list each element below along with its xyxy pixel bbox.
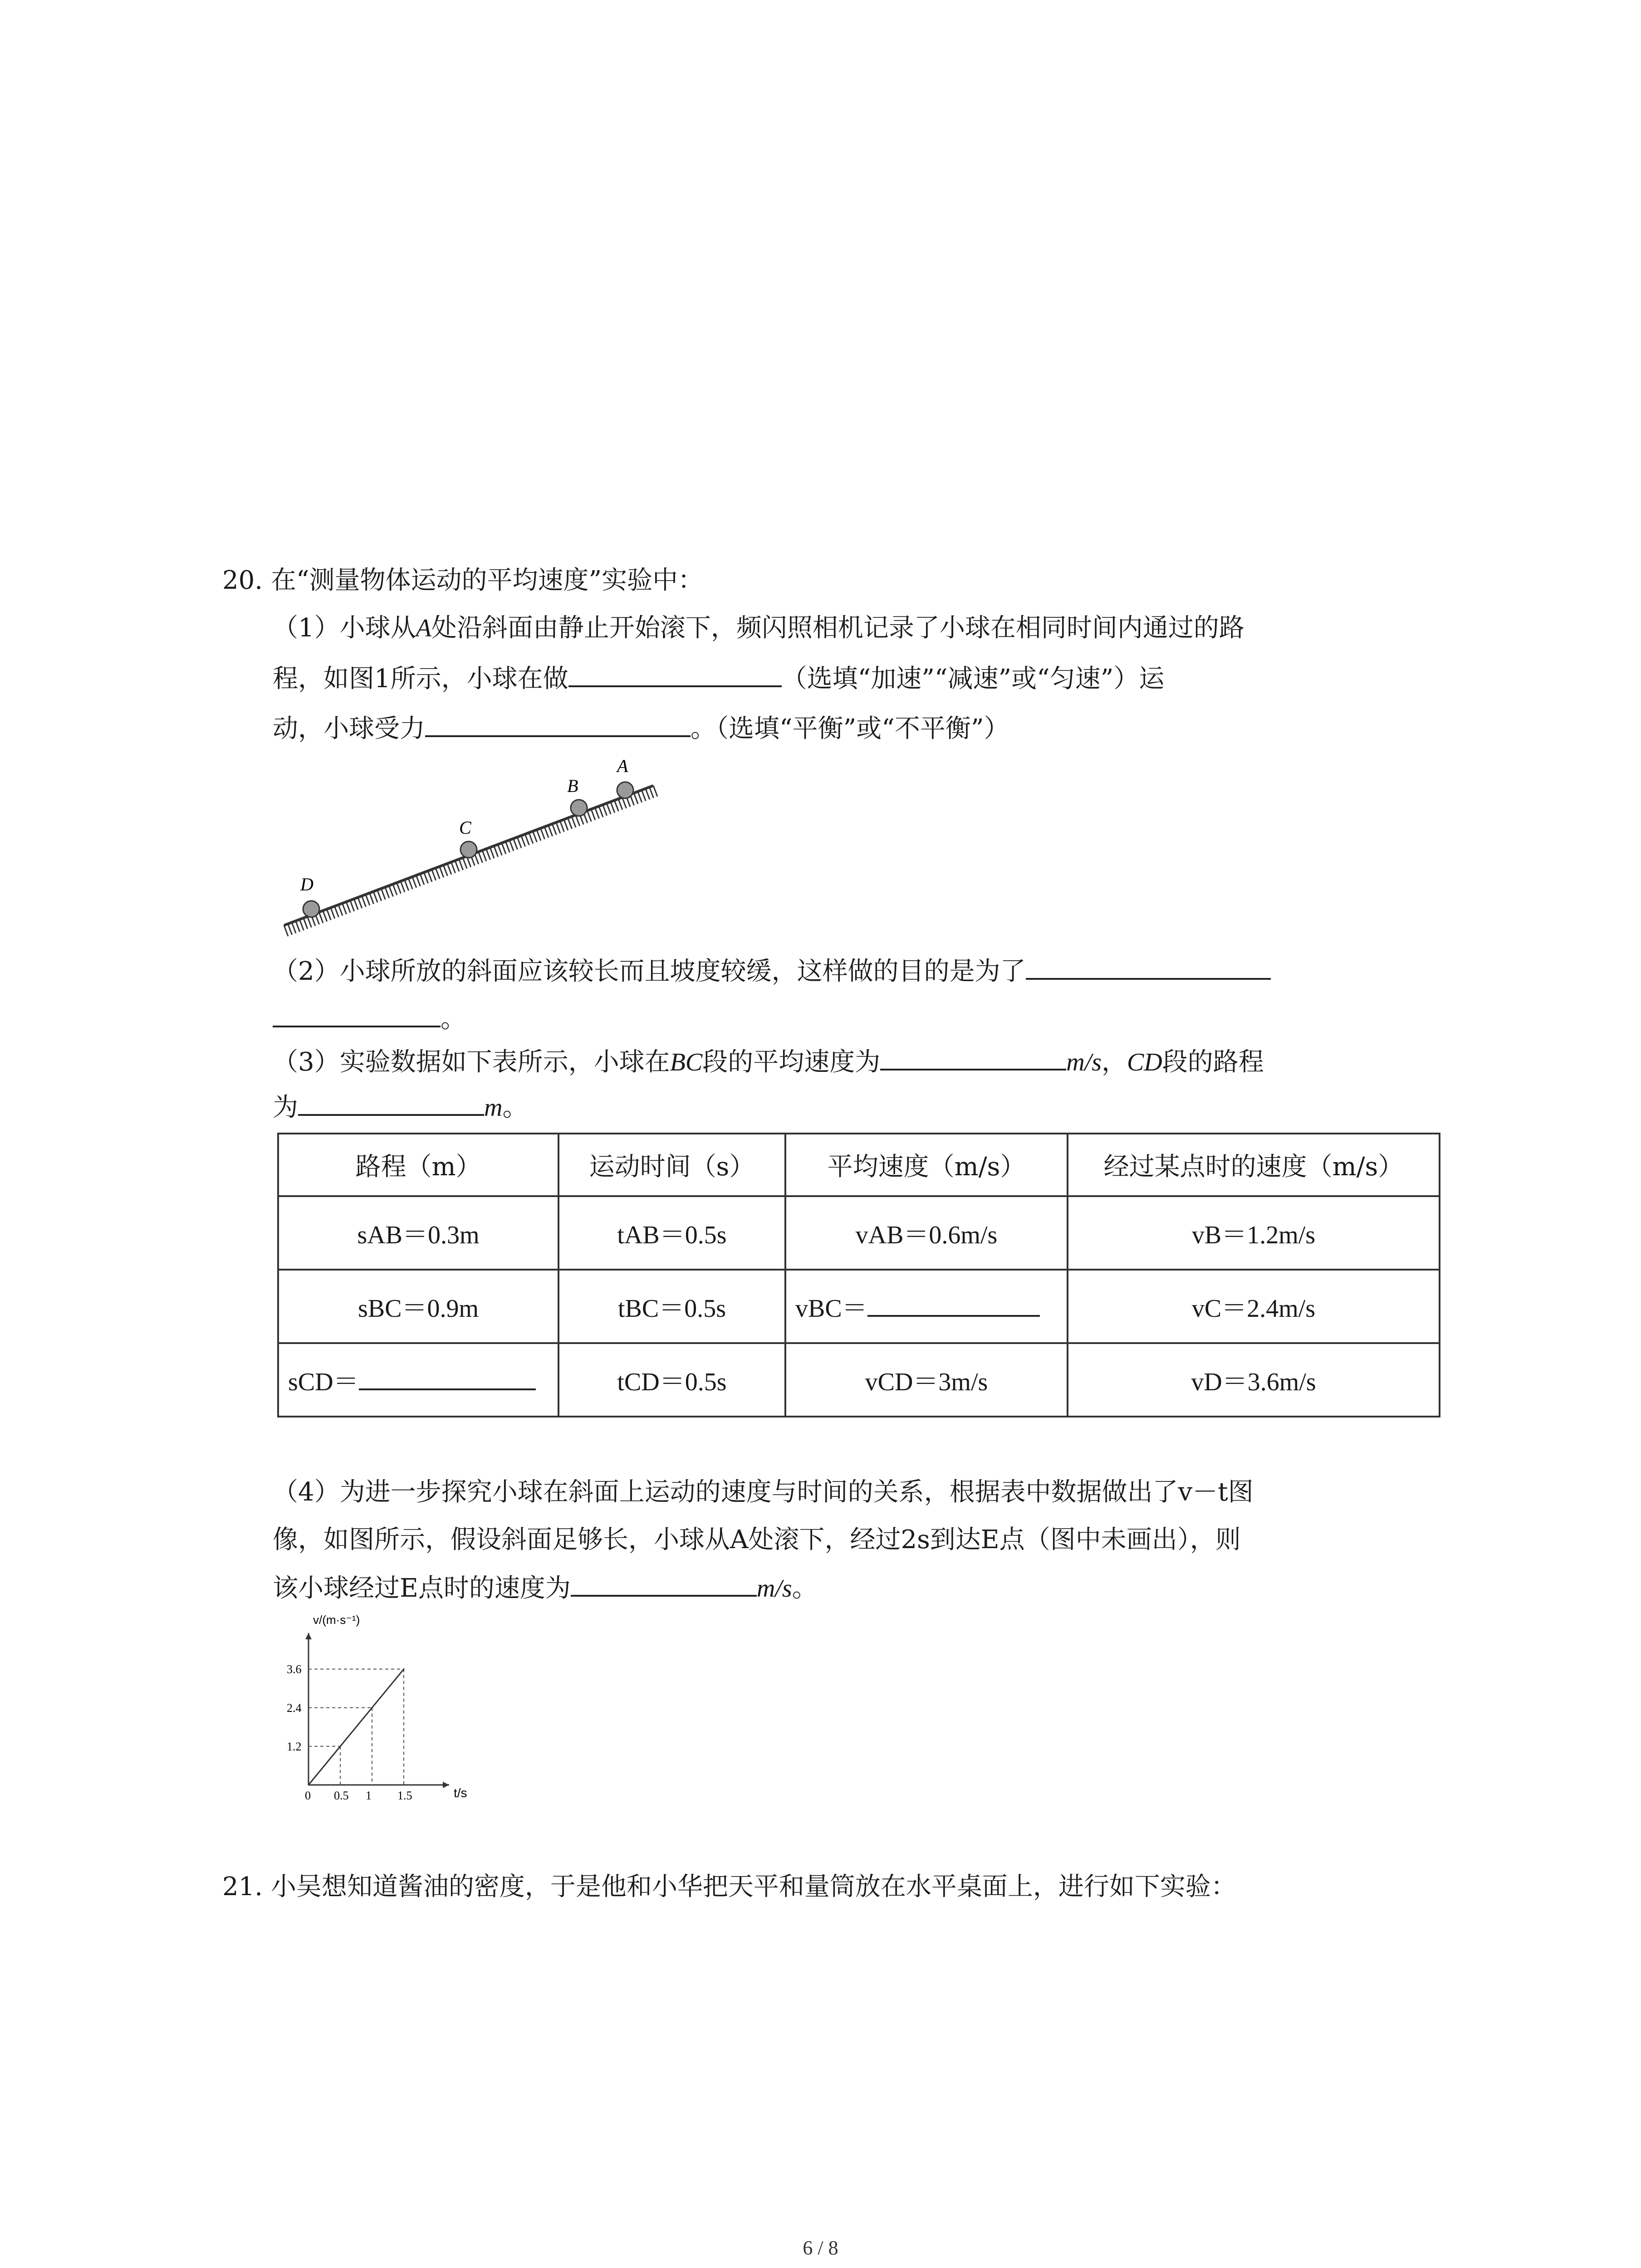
y-tick-label: 1.2 [287, 1740, 302, 1753]
answer-blank-force[interactable] [425, 710, 691, 737]
text: （3）实验数据如下表所示，小球在 [273, 1047, 670, 1077]
label-a: A [617, 756, 628, 776]
label-c: C [459, 817, 471, 838]
page-number: 6 / 8 [803, 2237, 838, 2259]
chart-series-line [308, 1668, 405, 1785]
table-row [278, 1270, 1440, 1343]
text: 。 [502, 1093, 528, 1122]
q20-p1-line3 [273, 710, 1009, 747]
q20-p2-line2 [273, 1000, 466, 1037]
header-distance: 路程（m） [278, 1134, 558, 1196]
incline-figure [272, 753, 671, 943]
text: 为 [273, 1093, 298, 1122]
text: 程，如图1所示，小球在做 [273, 664, 568, 694]
ball-a [616, 756, 633, 798]
answer-blank-purpose[interactable] [1026, 953, 1271, 980]
ball-c [459, 817, 477, 858]
series-line [309, 1669, 404, 1785]
data-point [308, 1784, 309, 1786]
q20-p1-line2 [273, 660, 1164, 697]
text: 段的平均速度为 [702, 1047, 881, 1077]
table-cell: vAB＝0.6m/s [785, 1196, 1068, 1270]
table-row [278, 1343, 1440, 1417]
q20-p4-line3 [273, 1569, 818, 1607]
text: 该小球经过E点时的速度为 [273, 1574, 571, 1603]
q21-title: 21. 小吴想知道酱油的密度，于是他和小华把天平和量筒放在水平桌面上，进行如下实验： [222, 1872, 1236, 1901]
x-tick-label: 1 [366, 1789, 372, 1802]
table-cell: vCD＝3m/s [785, 1343, 1068, 1417]
table-cell-with-blank[interactable] [278, 1343, 558, 1417]
ball-d [300, 874, 319, 917]
table-cell: vD＝3.6m/s [1068, 1343, 1440, 1417]
table-cell: sBC＝0.9m [278, 1270, 558, 1343]
y-axis-label: v/(m·s⁻¹) [313, 1615, 360, 1627]
table-cell-with-blank[interactable] [785, 1270, 1068, 1343]
chart-axes [305, 1633, 449, 1788]
text: （1）小球从 [273, 613, 416, 643]
cell-text: sCD＝ [288, 1368, 359, 1396]
q20-p3-line2 [273, 1089, 528, 1126]
text: 处沿斜面由静止开始滚下，频闪照相机记录了小球在相同时间内通过的路 [431, 613, 1244, 643]
header-point-speed: 经过某点时的速度（m/s） [1068, 1134, 1440, 1196]
q20-title: 20. 在“测量物体运动的平均速度”实验中： [222, 566, 704, 595]
x-tick-label: 0.5 [334, 1789, 349, 1802]
q20-p3-line1 [273, 1043, 1264, 1080]
table-cell: tBC＝0.5s [558, 1270, 785, 1343]
answer-blank-vbc[interactable] [880, 1043, 1066, 1070]
x-tick-label: 1.5 [397, 1789, 412, 1802]
header-avg-speed: 平均速度（m/s） [785, 1134, 1068, 1196]
text-italic: BC [670, 1048, 703, 1076]
ball-b [567, 776, 587, 816]
q20-p1-line1 [273, 610, 1244, 646]
label-b: B [567, 776, 578, 796]
text: 动，小球受力 [273, 714, 425, 743]
header-time: 运动时间（s） [558, 1134, 785, 1196]
chart-tick-labels [287, 1663, 412, 1802]
x-tick-label: 0 [305, 1789, 311, 1802]
x-axis-label: t/s [454, 1786, 467, 1800]
text: （2）小球所放的斜面应该较长而且坡度较缓，这样做的目的是为了 [273, 957, 1026, 986]
q20-p4-line1: （4）为进一步探究小球在斜面上运动的速度与时间的关系，根据表中数据做出了v－t图 [273, 1477, 1254, 1507]
text: 。 [441, 1004, 466, 1034]
table-cell: vC＝2.4m/s [1068, 1270, 1440, 1343]
answer-blank-scd[interactable] [298, 1089, 484, 1116]
data-point [340, 1745, 341, 1747]
q20-p4-line2: 像，如图所示，假设斜面足够长，小球从A处滚下，经过2s到达E点（图中未画出），则 [273, 1525, 1241, 1554]
data-point [372, 1707, 373, 1708]
y-tick-label: 3.6 [287, 1662, 302, 1676]
text-italic: CD [1127, 1048, 1162, 1076]
x-axis-arrow [443, 1782, 449, 1788]
data-point [403, 1668, 405, 1670]
cell-text: vBC＝ [795, 1295, 867, 1323]
answer-blank-motion[interactable] [568, 660, 782, 687]
table-row [278, 1196, 1440, 1270]
text: 。（选填“平衡”或“不平衡”） [691, 714, 1009, 743]
answer-blank-ve[interactable] [571, 1569, 757, 1597]
data-table [277, 1133, 1440, 1418]
text: 。 [792, 1574, 818, 1603]
table-cell: tAB＝0.5s [558, 1196, 785, 1270]
unit: m/s [1066, 1048, 1102, 1076]
label-d: D [300, 874, 314, 894]
table-cell: sAB＝0.3m [278, 1196, 558, 1270]
y-axis-arrow [305, 1633, 312, 1639]
y-tick-label: 2.4 [287, 1701, 302, 1715]
incline-ramp [284, 786, 657, 936]
answer-blank-purpose-cont[interactable] [273, 1000, 441, 1027]
text: 段的路程 [1162, 1047, 1264, 1077]
text: （选填“加速”“减速”或“匀速”）运 [781, 664, 1165, 694]
table-cell: tCD＝0.5s [558, 1343, 785, 1417]
q20-p2-line1 [273, 953, 1271, 990]
vt-chart [263, 1615, 490, 1810]
table-cell: vB＝1.2m/s [1068, 1196, 1440, 1270]
answer-blank-table-vbc[interactable] [867, 1290, 1040, 1317]
unit: m [484, 1094, 503, 1122]
text-italic: A [416, 614, 431, 642]
text: ， [1102, 1047, 1127, 1077]
table-header-row [278, 1134, 1440, 1196]
unit: m/s [756, 1574, 792, 1603]
answer-blank-table-scd[interactable] [359, 1363, 536, 1390]
